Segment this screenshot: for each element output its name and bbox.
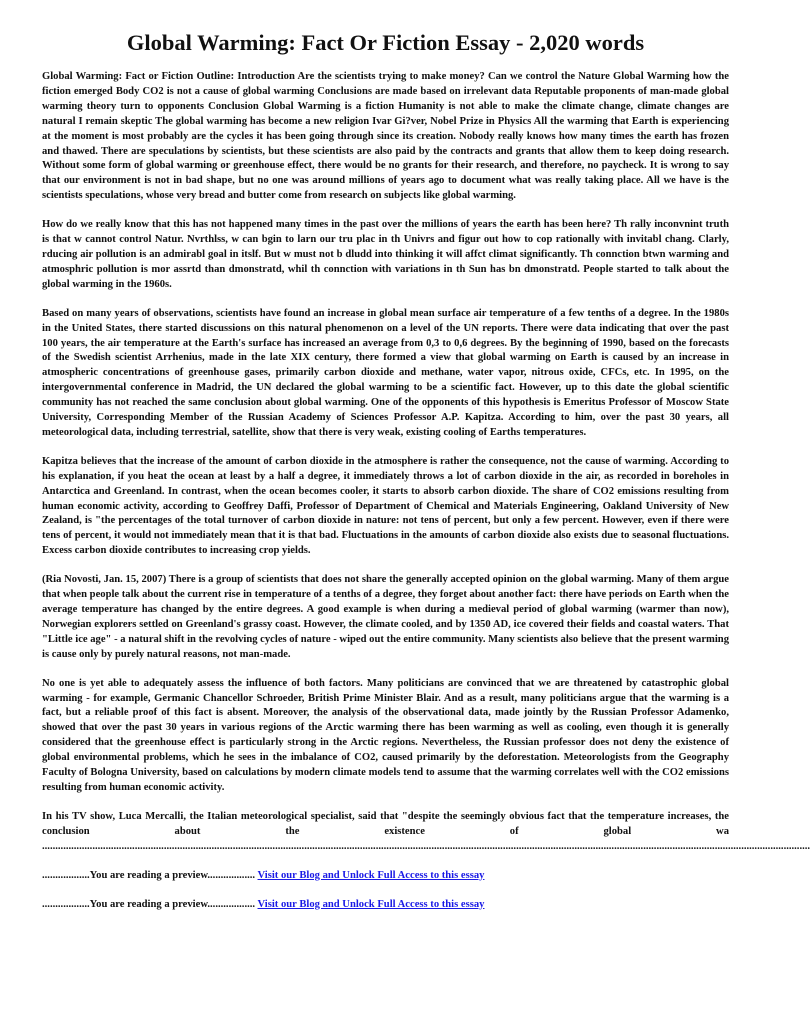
- preview-notice-2: [42, 898, 729, 913]
- paragraph-assessment: No one is yet able to adequately assess the influence of both factors. Many politicians are convinced that we are threatened by catastrophic global warming - for example, Germanic Chancellor Schroeder, British Prime Minister Blair. And as a result, many politicians argue that the warming is a fact, but a reliable proof of this fact is absent. Moreover, the analysis of the observational data, made jointly by the Russian Professor Adamenko, showed that over the past 30 years in various regions of the Arctic warming there has been warming as well as cooling, even though it is generally considered that the greenhouse effect is particularly strong in the Arctic regions. Nevertheless, the Russian professor does not deny the existence of global environmental problems, which he sees in the imbalance of CO2, caused primarily by the deforestation. Meteorologists from the Geography Faculty of Bologna University, based on calculations by modern climate models tend to assume that the warming correlates well with the CO2 emissions resulting from human economic activity.: [42, 677, 729, 793]
- truncation-dots: ..................................................................................................................................................................................................................................................................................................: [42, 840, 810, 852]
- preview-prefix: ..................You are reading a preview..................: [42, 898, 256, 910]
- unlock-full-access-link[interactable]: Visit our Blog and Unlock Full Access to this essay: [257, 898, 485, 910]
- unlock-full-access-link[interactable]: Visit our Blog and Unlock Full Access to this essay: [257, 869, 485, 881]
- paragraph-outline: Global Warming: Fact or Fiction Outline: Introduction Are the scientists trying to make money? Can we control the Nature Global Warming how the fiction emerged Body CO2 is not a cause of global warming Conclusions are made based on irrelevant data Reputable proponents of man-made global warming theory turn to opponents Conclusion Global Warming is a fiction Humanity is not able to make the climate change, climate changes are natural I remain skeptic The global warming has become a new religion Ivar Gi?ver, Nobel Prize in Physics All the warming that Earth is experiencing at the moment is most probably are the cycles it has been going through since its creation. Nobody really knows how many times the earth has frozen and thawed. There are speculations by scientists, but these scientists are also paid by the contracts and grants that allow them to keep doing research. Without some form of global warming or greenhouse effect, there would be no grants for their research, and therefore, no paycheck. It is wrong to say that our environment is not in bad shape, but no one was around millions of years ago to document what was really taking place. All we have is the scientists speculations, whose very bread and butter come from research on subjects like global warming.: [42, 71, 729, 202]
- paragraph-ria-novosti: (Ria Novosti, Jan. 15, 2007) There is a group of scientists that does not share the generally accepted opinion on the global warming. Many of them argue that when people talk about the current rise in temperature of a tenths of a degree, they forget about another fact: there have periods on Earth when the average temperature has changed by the entire degrees. A good example is when during a medieval period of global warming (warmer than now), Norwegian explorers settled on Greenland's grassy coast. However, the climate cooled, and by 1350 AD, ice covered their fields and coastal waters. That "Little ice age" - a natural shift in the revolving cycles of nature - wiped out the entire community. Many scientists also believe that the present warming is cause only by purely natural reasons, not man-made.: [42, 574, 729, 660]
- essay-title: Global Warming: Fact Or Fiction Essay - 2,020 words: [126, 30, 645, 55]
- essay-page: [42, 30, 810, 912]
- essay-tail: [42, 810, 810, 855]
- paragraph-observations: Based on many years of observations, scientists have found an increase in global mean surface air temperature of a few tenths of a degree. In the 1980s in the United States, there started discussions on this natural phenomenon on a level of the UN reports. There were data indicating that over the past 100 years, the air temperature at the Earth's surface has increased an average from 0,3 to 0,6 degrees. By the beginning of 1990, based on the forecasts of the Swedish scientist Arrhenius, made in the late XIX century, there formed a view that global warming on Earth is caused by an increase in atmospheric concentrations of greenhouse gases, primarily carbon dioxide and methane, water vapor, nitrous oxide, CFCs, etc. In 1995, on the intergovernmental conference in Madrid, the UN declared the global warming to be a scientific fact. However, up to this date the global scientific community has not reached the same conclusion about global warming. One of the opponents of this hypothesis is Emeritus Professor of Moscow State University, Corresponding Member of the Russian Academy of Sciences Professor A.P. Kapitza. According to him, over the past 30 years, all meteorological data, including terrestrial, satellite, show that there is very weak, existing cooling of Earths temperatures.: [42, 307, 729, 438]
- paragraph-kapitza: Kapitza believes that the increase of the amount of carbon dioxide in the atmosphere is rather the consequence, not the cause of warming. According to his explanation, if you heat the ocean at least by a half a degree, it immediately throws a lot of carbon dioxide in the air, as recorded in boreholes in Antarctica and Greenland. In contrast, when the ocean becomes cooler, it starts to absorb carbon dioxide. The share of CO2 emissions resulting from human economic activity, according to Geoffrey Daffi, Professor of Department of Chemical and Materials Engineering, Oakland University of New Zealand, is "the percentages of the total turnover of carbon dioxide in nature: not tens of percent, but only a few percent. However, even if there were tens of percent, it would not immediately mean that it is that bad. Fluctuations in the amounts of carbon dioxide also exists due to seasonal fluctuations. Excess carbon dioxide contributes to increasing crop yields.: [42, 455, 729, 557]
- essay-body: [42, 70, 729, 796]
- paragraph-truncated: In his TV show, Luca Mercalli, the Italian meteorological specialist, said that "despite the seemingly obvious fact that the temperature increases, the conclusion about the existence of global wa: [42, 810, 729, 837]
- paragraph-inconvenient-truth: How do we really know that this has not happened many times in the past over the millions of years the earth has been here? Th rally inconvnint truth is that w cannot control Natur. Nvrthlss, w can bgin to larn our tru plac in th Univrs and figur out how to cop rationally with invitabl chang. Clarly, rducing air pollution is an admirabl goal in itslf. But w must not b dludd into thinking it will affct climat significantly. Th connction btwn warming and atmosphric pollution is mor assrtd than dmonstratd, whil th connction with variations in th Sun has bn dmonstratd. People started to talk about the global warming in the 1960s.: [42, 219, 729, 290]
- preview-prefix: ..................You are reading a preview..................: [42, 869, 256, 881]
- preview-notice-1: [42, 869, 729, 884]
